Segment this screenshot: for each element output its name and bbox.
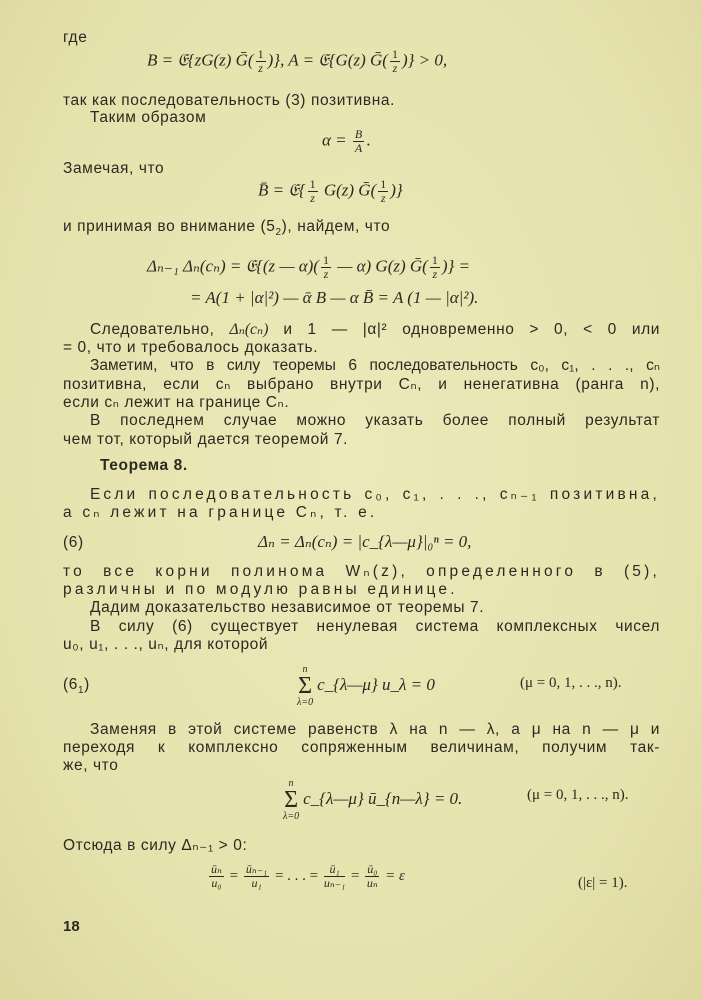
- fraction: [378, 178, 388, 205]
- eq-part: c_{λ—μ} u_λ = 0: [317, 674, 435, 694]
- equation-b-bar: [258, 178, 403, 205]
- text-line: Замечая, что: [63, 160, 165, 177]
- eq-part: )}: [390, 180, 403, 200]
- eq-part: B̄ = 𝔈{: [258, 180, 306, 200]
- text-line: Заметим, что в силу теоремы 6 последовательность c₀, c₁, . . ., cₙ: [90, 357, 660, 374]
- eq-part: .: [366, 130, 371, 150]
- sum-upper: n: [288, 778, 294, 789]
- text-line: = 0, что и требовалось доказать.: [63, 339, 319, 356]
- numerator: ūₙ: [211, 862, 222, 876]
- sigma-icon: Σ: [284, 787, 299, 813]
- text-line: так как последовательность (3) позитивна.: [63, 92, 396, 109]
- math: Δₙ(cₙ): [229, 321, 269, 338]
- sum-lower: λ=0: [283, 811, 300, 822]
- eq-part: — α) G(z) Ḡ(: [332, 256, 428, 276]
- fraction: [365, 863, 379, 890]
- text-line: Если последовательность c₀, c₁, . . ., cₙ₋₁ позитивна,: [90, 486, 660, 503]
- sigma-icon: Σ: [298, 673, 313, 699]
- fraction: [321, 254, 331, 281]
- numerator: 1: [380, 177, 387, 191]
- sum-sign: [297, 664, 313, 708]
- equation-label: (6): [63, 534, 84, 551]
- equation-delta-line2: [190, 288, 478, 308]
- page-number: 18: [63, 918, 80, 935]
- text-line: [63, 218, 660, 242]
- equation-conjugate: [283, 778, 462, 822]
- text-line: переходя к комплексно сопряженным величинам, получим так-: [63, 739, 660, 756]
- fraction: [353, 128, 364, 155]
- mu-range: (μ = 0, 1, . . ., n).: [520, 675, 622, 691]
- text-line: Таким образом: [90, 109, 207, 126]
- numerator: ū₀: [367, 862, 378, 876]
- eq-part: = A(1 + |α|²) — ᾱ B — α B̄ = A (1 — |α|²).: [190, 288, 479, 307]
- numerator: ūₙ₋₁: [245, 862, 268, 876]
- text-line: различны и по модулю равны единице.: [63, 581, 458, 598]
- eq-part: Δₙ₋₁ Δₙ(cₙ) = 𝔈{(z — α)(: [147, 256, 319, 276]
- text: (6: [63, 676, 78, 693]
- text: и 1 — |α|² одновременно > 0, < 0 или: [268, 321, 660, 338]
- fraction: [324, 863, 345, 890]
- eq-part: = . . . =: [274, 867, 319, 884]
- eq-part: Δₙ = Δₙ(cₙ) = |c_{λ—μ}|₀ⁿ = 0,: [258, 532, 472, 551]
- eq-part: )} > 0,: [401, 50, 448, 70]
- eq-part: c_{λ—μ} ū_{n—λ} = 0.: [303, 788, 463, 808]
- denominator: A: [354, 141, 363, 155]
- text-line: Заменяя в этой системе равенств λ на n — λ, а μ на n — μ и: [90, 721, 660, 738]
- text: ): [84, 676, 90, 693]
- numerator: 1: [391, 47, 398, 61]
- denominator: z: [258, 61, 263, 75]
- text-line: же, что: [63, 757, 119, 774]
- denominator: z: [432, 267, 438, 281]
- text-line: если cₙ лежит на границе Cₙ.: [63, 394, 290, 411]
- denominator: uₙ: [366, 876, 378, 890]
- equation-ratios: [207, 863, 405, 890]
- text: и принимая во внимание (5: [63, 218, 276, 235]
- text: ), найдем, что: [281, 218, 391, 235]
- text: Следовательно,: [90, 321, 230, 338]
- mu-range: (μ = 0, 1, . . ., n).: [527, 787, 629, 803]
- fraction: [256, 48, 266, 75]
- text-line: u₀, u₁, . . ., uₙ, для которой: [63, 636, 269, 653]
- eq-part: =: [351, 867, 360, 884]
- eq-part: )}, A = 𝔈{G(z) Ḡ(: [267, 50, 388, 70]
- denominator: u₀: [211, 876, 222, 890]
- epsilon-condition: (|ε| = 1).: [578, 875, 628, 891]
- numerator: 1: [322, 253, 329, 267]
- text-line: то все корни полинома Wₙ(z), определенного в (5),: [63, 563, 660, 580]
- denominator: z: [392, 61, 398, 75]
- sum-lower: λ=0: [297, 697, 314, 708]
- fraction: [308, 178, 318, 205]
- equation-6-1: [297, 664, 435, 708]
- eq-part: B = 𝔈{zG(z) Ḡ(: [147, 50, 254, 70]
- subscript: 2: [275, 227, 282, 239]
- text-line: В силу (6) существует ненулевая система комплексных чисел: [90, 618, 660, 635]
- numerator: 1: [309, 177, 316, 191]
- text-line: Дадим доказательство независимое от теоремы 7.: [90, 599, 485, 616]
- equation-label: [63, 676, 90, 700]
- equation-alpha: [322, 128, 371, 155]
- sum-sign: [283, 778, 299, 822]
- fraction: [390, 48, 400, 75]
- fraction: [209, 863, 224, 890]
- equation-b-a: [147, 48, 447, 75]
- numerator: 1: [257, 47, 264, 61]
- text-line: чем тот, который дается теоремой 7.: [63, 431, 349, 448]
- denominator: z: [323, 267, 329, 281]
- eq-part: =: [229, 867, 239, 884]
- denominator: u₁: [251, 876, 262, 890]
- numerator: ū₁: [324, 863, 345, 877]
- numerator: B: [354, 127, 363, 141]
- subscript: 1: [77, 685, 85, 697]
- sum-upper: n: [302, 664, 308, 675]
- fraction: [430, 254, 440, 281]
- eq-part: α =: [322, 130, 351, 150]
- denominator: uₙ₋₁: [323, 876, 346, 890]
- denominator: z: [310, 191, 315, 205]
- eq-part: )} =: [441, 256, 471, 276]
- eq-part: = ε: [385, 867, 405, 884]
- text-line: Отсюда в силу Δₙ₋₁ > 0:: [63, 837, 248, 854]
- eq-part: G(z) Ḡ(: [319, 180, 377, 200]
- text-line: В последнем случае можно указать более полный результат: [90, 412, 660, 429]
- numerator: 1: [431, 253, 438, 267]
- equation-delta: [147, 254, 470, 281]
- equation-6: [258, 532, 471, 552]
- denominator: z: [380, 191, 386, 205]
- text-line: позитивна, если cₙ выбрано внутри Cₙ, и ненегативна (ранга n),: [63, 376, 660, 393]
- text-line: а cₙ лежит на границе Cₙ, т. е.: [63, 504, 378, 521]
- theorem-title: Теорема 8.: [100, 457, 188, 474]
- fraction: [244, 863, 269, 890]
- text-line: где: [63, 29, 88, 46]
- text-line: [63, 321, 660, 339]
